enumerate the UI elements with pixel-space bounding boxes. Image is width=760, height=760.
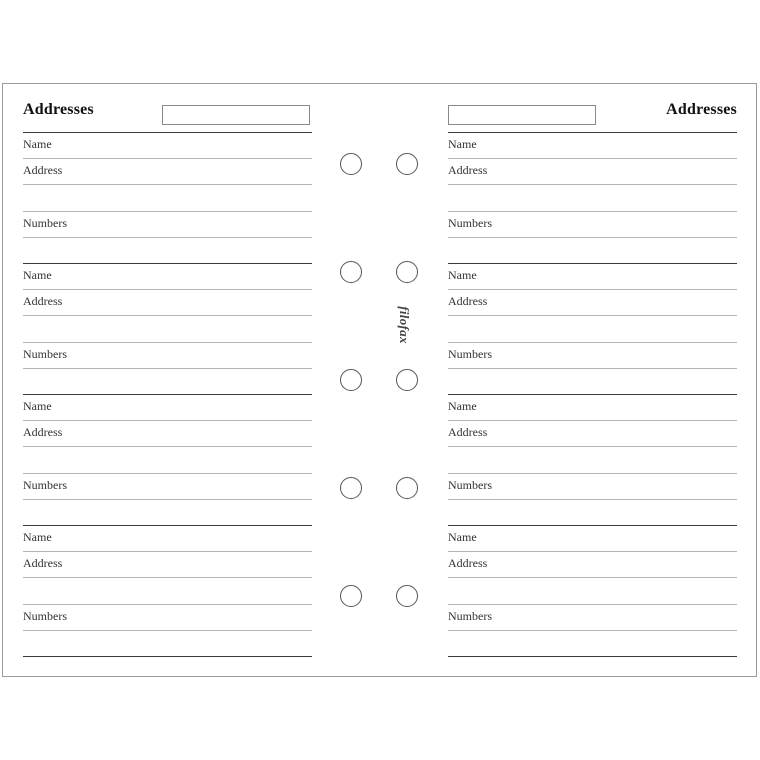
writing-line [448,289,737,290]
numbers-label: Numbers [448,215,492,230]
entry-separator [23,525,312,526]
address-label: Address [448,556,488,571]
name-label: Name [23,137,52,151]
writing-line [448,551,737,552]
binder-hole [396,585,418,607]
writing-line [23,630,312,631]
binder-hole [340,477,362,499]
writing-line [23,551,312,552]
name-label: Name [448,530,477,544]
writing-line [448,420,737,421]
numbers-label: Numbers [23,215,67,230]
numbers-label: Numbers [23,346,67,361]
address-label: Address [23,294,63,309]
name-label: Name [23,268,52,282]
writing-line [23,499,312,500]
name-label: Name [23,530,52,544]
entry-separator [23,394,312,395]
entry-separator [448,394,737,395]
address-label: Address [448,425,488,440]
writing-line [448,368,737,369]
numbers-label: Numbers [448,477,492,492]
writing-line [448,315,737,316]
address-label: Address [23,163,63,178]
writing-line [448,630,737,631]
writing-line [23,342,312,343]
binder-hole [396,261,418,283]
address-label: Address [448,294,488,309]
address-label: Address [23,556,63,571]
writing-line [23,211,312,212]
entry-separator [448,263,737,264]
writing-line [448,211,737,212]
writing-line [23,158,312,159]
brand-logo: filofax [397,306,412,344]
writing-line [448,604,737,605]
numbers-label: Numbers [23,477,67,492]
entry-separator [448,656,737,657]
binder-hole [396,153,418,175]
writing-line [448,499,737,500]
numbers-label: Numbers [448,346,492,361]
left-page [23,97,312,657]
numbers-label: Numbers [448,608,492,623]
right-title-box [448,105,596,125]
right-page [448,97,737,657]
binder-hole [340,369,362,391]
name-label: Name [448,268,477,282]
name-label: Name [23,399,52,413]
binder-hole [340,585,362,607]
writing-line [448,237,737,238]
writing-line [23,577,312,578]
binder-hole [340,261,362,283]
writing-line [23,184,312,185]
left-title-box [162,105,310,125]
name-label: Name [448,399,477,413]
writing-line [448,577,737,578]
writing-line [448,158,737,159]
entry-separator [448,525,737,526]
writing-line [448,446,737,447]
numbers-label: Numbers [23,608,67,623]
writing-line [23,368,312,369]
entry-separator [23,263,312,264]
writing-line [23,420,312,421]
right-page-title: Addresses [666,101,737,118]
writing-line [448,473,737,474]
entry-separator [23,132,312,133]
address-label: Address [23,425,63,440]
address-label: Address [448,163,488,178]
binder-hole [396,477,418,499]
left-page-title: Addresses [23,101,94,118]
entry-separator [448,132,737,133]
writing-line [23,289,312,290]
writing-line [23,237,312,238]
writing-line [23,604,312,605]
binder-hole [340,153,362,175]
writing-line [23,473,312,474]
entry-separator [23,656,312,657]
writing-line [448,184,737,185]
writing-line [23,315,312,316]
binder-hole [396,369,418,391]
writing-line [23,446,312,447]
name-label: Name [448,137,477,151]
writing-line [448,342,737,343]
